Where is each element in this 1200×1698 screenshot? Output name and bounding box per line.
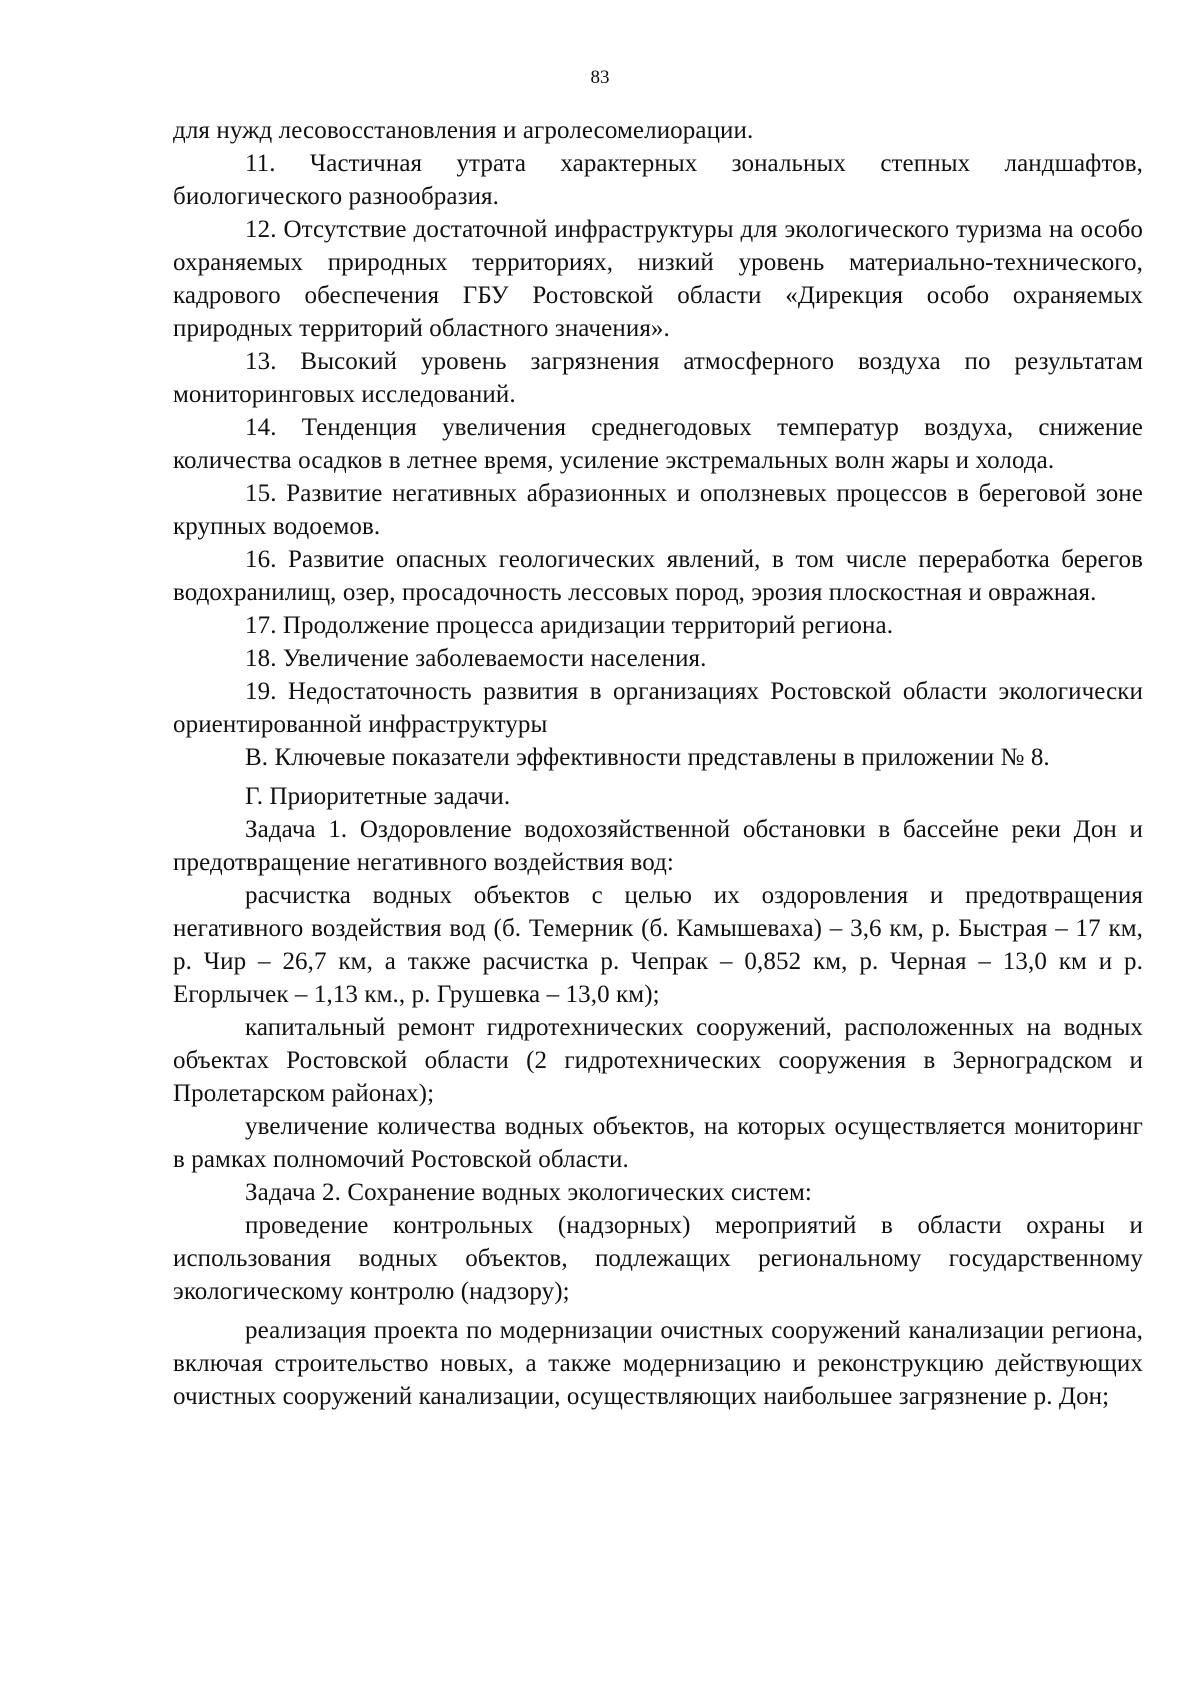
paragraph-continuation: для нужд лесовосстановления и агролесомелиорации. xyxy=(173,117,754,144)
paragraph-item-11: 11. Частичная утрата характерных зональных степных ландшафтов, биологического разнообразия. xyxy=(173,150,1143,210)
paragraph-item-18: 18. Увеличение заболеваемости населения. xyxy=(245,645,707,672)
paragraph-item-15: 15. Развитие негативных абразионных и оползневых процессов в береговой зоне крупных водоемов. xyxy=(173,480,1143,540)
paragraph-task-2-item: проведение контрольных (надзорных) мероприятий в области охраны и использования водных объектов, подлежащих региональному государственному экологическому контролю (надзору); xyxy=(173,1212,1143,1305)
paragraph-task-2-item: реализация проекта по модернизации очистных сооружений канализации региона, включая строительство новых, а также модернизацию и реконструкцию действующих очистных сооружений канализации, осуществляющих наибольшее загрязнение р. Дон; xyxy=(173,1317,1143,1410)
paragraph-item-16: 16. Развитие опасных геологических явлений, в том числе переработка берегов водохранилищ, озер, просадочность лессовых пород, эрозия плоскостная и овражная. xyxy=(173,546,1143,606)
paragraph-task-2: Задача 2. Сохранение водных экологических систем: xyxy=(245,1179,812,1206)
paragraph-task-1-item: расчистка водных объектов с целью их оздоровления и предотвращения негативного воздействия вод (б. Темерник (б. Камышеваха) – 3,6 км, р. Быстрая – 17 км, р. Чир – 26,7 км, а также расчистка р. Чепрак – 0,852 км, р. Черная – 13,0 км и р. Егорлычек – 1,13 км., р. Грушевка – 13,0 км); xyxy=(173,882,1143,1008)
paragraph-item-13: 13. Высокий уровень загрязнения атмосферного воздуха по результатам мониторинговых исследований. xyxy=(173,348,1143,408)
paragraph-item-14: 14. Тенденция увеличения среднегодовых температур воздуха, снижение количества осадков в летнее время, усиление экстремальных волн жары и холода. xyxy=(173,414,1143,474)
paragraph-section-g: Г. Приоритетные задачи. xyxy=(245,783,511,810)
paragraph-item-19: 19. Недостаточность развития в организациях Ростовской области экологически ориентированной инфраструктуры xyxy=(173,678,1143,738)
paragraph-item-17: 17. Продолжение процесса аридизации территорий региона. xyxy=(245,612,894,639)
paragraph-section-v: В. Ключевые показатели эффективности представлены в приложении № 8. xyxy=(245,744,1050,771)
paragraph-task-1: Задача 1. Оздоровление водохозяйственной обстановки в бассейне реки Дон и предотвращение негативного воздействия вод: xyxy=(173,816,1143,876)
paragraph-task-1-item: капитальный ремонт гидротехнических сооружений, расположенных на водных объектах Ростовской области (2 гидротехнических сооружения в Зерноградском и Пролетарском районах); xyxy=(173,1014,1143,1107)
document-body xyxy=(173,114,1143,1413)
paragraph-task-1-item: увеличение количества водных объектов, на которых осуществляется мониторинг в рамках полномочий Ростовской области. xyxy=(173,1113,1143,1173)
paragraph-item-12: 12. Отсутствие достаточной инфраструктуры для экологического туризма на особо охраняемых природных территориях, низкий уровень материально-технического, кадрового обеспечения ГБУ Ростовской области «Дирекция особо охраняемых природных территорий областного значения». xyxy=(173,216,1143,342)
page-number: 83 xyxy=(590,67,610,88)
